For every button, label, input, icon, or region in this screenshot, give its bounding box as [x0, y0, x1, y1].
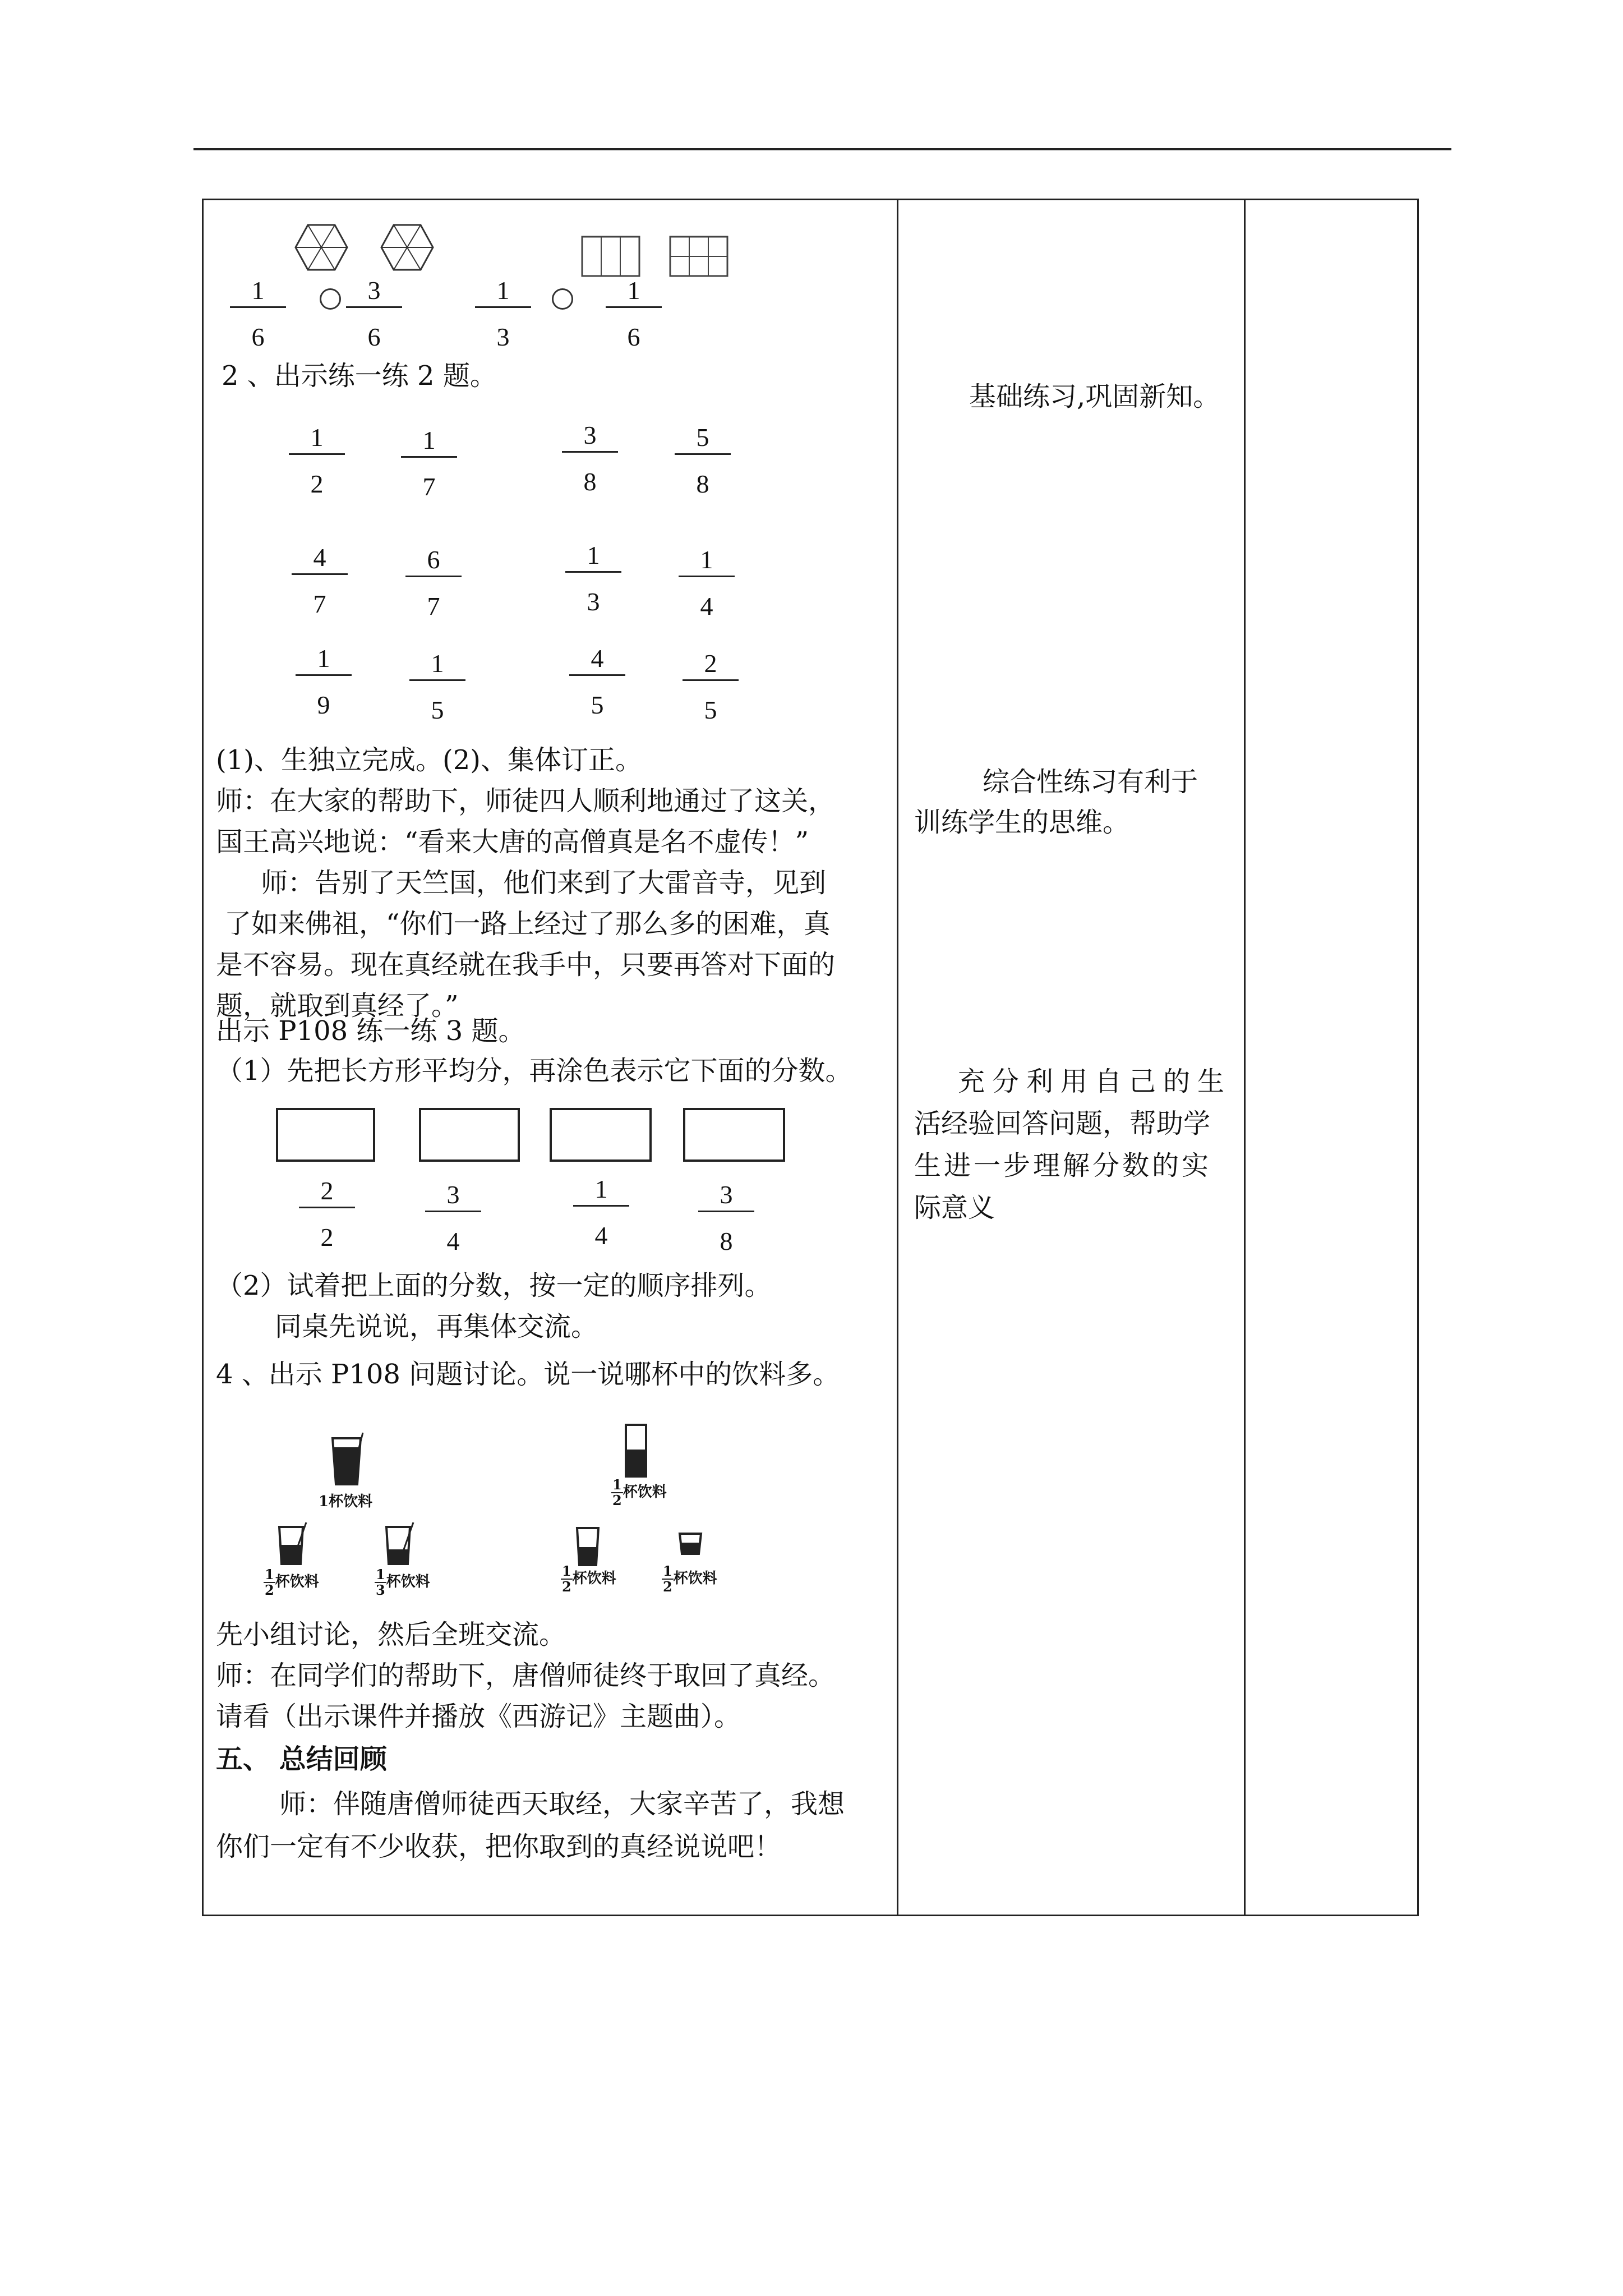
denominator: 8	[696, 470, 709, 498]
teaching-note: 生进一步理解分数的实	[914, 1150, 1212, 1181]
rectangle-sixths-figure	[669, 236, 728, 277]
label-text: 杯饮料	[275, 1573, 319, 1590]
denominator: 7	[313, 590, 326, 618]
rectangle-shape[interactable]	[419, 1108, 520, 1162]
denominator: 4	[594, 1221, 608, 1250]
denominator: 2	[320, 1223, 334, 1251]
column-divider	[1244, 200, 1246, 1915]
rectangle-shape[interactable]	[683, 1108, 785, 1162]
label-numerator: 1	[376, 1566, 385, 1582]
label-denominator: 2	[562, 1579, 571, 1595]
cup-label	[561, 1564, 616, 1594]
text-line: 是不容易。现在真经就在我手中，只要再答对下面的	[216, 949, 836, 981]
hexagon-figure	[380, 223, 434, 272]
numerator: 1	[594, 1175, 608, 1203]
fraction-bar	[296, 674, 352, 676]
text-line: 师：在同学们的帮助下，唐僧师徒终于取回了真经。	[216, 1660, 836, 1691]
label-denominator: 2	[663, 1579, 672, 1595]
denominator: 3	[496, 323, 510, 351]
cup-full-icon	[328, 1430, 367, 1487]
hexagon-figure	[294, 223, 348, 272]
label-denominator: 3	[376, 1582, 385, 1598]
fraction-bar	[475, 306, 531, 308]
label-numerator: 1	[663, 1563, 672, 1579]
denominator: 2	[310, 470, 324, 498]
fraction	[562, 540, 624, 616]
text-line: 师：告别了天竺国，他们来到了大雷音寺，见到	[261, 867, 827, 899]
numerator: 2	[704, 649, 717, 678]
numerator: 2	[320, 1176, 334, 1205]
rectangle-shape[interactable]	[276, 1108, 375, 1162]
cup-small-half-icon	[677, 1531, 704, 1556]
text-line: 师：在大家的帮助下，师徒四人顺利地通过了这关，	[216, 785, 836, 817]
text-line: 同桌先说说，再集体交流。	[275, 1311, 598, 1342]
header-rule	[193, 148, 1451, 150]
fraction-bar	[289, 453, 345, 455]
fraction-bar	[292, 573, 348, 575]
text-line: 请看（出示课件并播放《西游记》主题曲）。	[216, 1701, 741, 1732]
denominator: 8	[720, 1227, 733, 1255]
text-line: 师：伴随唐僧师徒西天取经，大家辛苦了，我想	[279, 1788, 845, 1820]
cup-tall-half-icon	[623, 1423, 651, 1479]
fraction-bar	[683, 679, 739, 681]
label-text: 杯饮料	[673, 1570, 717, 1587]
denominator: 5	[704, 696, 717, 724]
fraction-bar	[698, 1211, 754, 1212]
section-heading: 五、 总结回顾	[216, 1743, 387, 1775]
text-line: 先小组讨论，然后全班交流。	[216, 1619, 566, 1650]
cup-medium-half-icon	[574, 1526, 602, 1567]
fraction	[296, 1175, 358, 1252]
fraction	[289, 542, 351, 619]
denominator: 4	[700, 592, 713, 620]
numerator: 3	[720, 1180, 733, 1209]
numerator: 6	[427, 545, 440, 574]
numerator: 1	[317, 644, 330, 673]
numerator: 1	[310, 423, 324, 452]
fraction-bar	[409, 679, 465, 681]
fraction	[570, 1174, 632, 1250]
label-numerator: 1	[562, 1563, 571, 1579]
denominator: 8	[583, 467, 597, 496]
fraction	[566, 643, 628, 720]
fraction	[293, 643, 354, 720]
rectangle-shape[interactable]	[550, 1108, 652, 1162]
cup-label: 1杯饮料	[319, 1493, 373, 1510]
fraction-bar	[573, 1205, 629, 1207]
label-text: 杯饮料	[386, 1573, 430, 1590]
text-line: 4 、出示 P108 问题讨论。说一说哪杯中的饮料多。	[216, 1359, 840, 1390]
fraction	[695, 1179, 757, 1256]
numerator: 4	[591, 644, 604, 673]
step-2-title: 2 、出示练一练 2 题。	[222, 360, 497, 392]
teaching-note: 活经验回答问题，帮助学	[914, 1108, 1211, 1139]
fraction-bar	[562, 451, 618, 453]
text-line: 题，就取到真经了。”	[216, 990, 459, 1022]
numerator: 1	[431, 649, 444, 678]
denominator: 5	[431, 696, 444, 724]
teaching-note: 充分利用自己的生	[958, 1066, 1232, 1097]
fraction-bar	[401, 456, 457, 458]
denominator: 5	[591, 691, 604, 719]
fraction	[603, 275, 665, 352]
denominator: 6	[627, 323, 640, 351]
text-line: 出示 P108 练一练 3 题。	[216, 1015, 525, 1047]
denominator: 7	[427, 592, 440, 620]
cup-label	[264, 1567, 319, 1598]
fraction	[407, 648, 468, 725]
fraction	[559, 420, 621, 496]
text-line: 了如来佛祖，“你们一路上经过了那么多的困难，真	[224, 908, 831, 940]
fraction-bar	[565, 571, 621, 573]
denominator: 9	[317, 691, 330, 719]
numerator: 1	[700, 545, 713, 574]
fraction	[676, 544, 737, 621]
fraction	[403, 544, 464, 621]
column-divider	[897, 200, 898, 1915]
fraction-bar	[675, 453, 731, 455]
numerator: 3	[583, 421, 597, 449]
teaching-note: 训练学生的思维。	[914, 807, 1130, 838]
teaching-note: 际意义	[914, 1192, 995, 1223]
compare-circle[interactable]	[320, 288, 341, 310]
teaching-note: 基础练习,巩固新知。	[969, 381, 1220, 412]
rectangle-thirds-figure	[581, 236, 640, 277]
numerator: 1	[422, 426, 436, 454]
teaching-note: 综合性练习有利于	[983, 766, 1198, 798]
fraction-bar	[405, 576, 462, 577]
fraction	[227, 275, 289, 352]
numerator: 1	[627, 276, 640, 305]
numerator: 1	[587, 541, 600, 569]
denominator: 6	[251, 323, 265, 351]
text-line: 国王高兴地说：“看来大唐的高僧真是名不虚传！”	[216, 826, 809, 858]
label-text: 杯饮料	[572, 1570, 616, 1587]
fraction	[672, 422, 734, 499]
text-line: (1)、生独立完成。(2)、集体订正。	[216, 744, 642, 776]
label-denominator: 2	[265, 1582, 274, 1598]
fraction	[286, 422, 348, 499]
cup-label	[375, 1567, 430, 1598]
fraction-bar	[425, 1211, 481, 1212]
fraction-bar	[679, 576, 735, 577]
label-denominator: 2	[612, 1492, 622, 1508]
label-numerator: 1	[612, 1476, 622, 1493]
cup-half-icon	[276, 1521, 310, 1566]
fraction	[398, 425, 460, 501]
label-numerator: 1	[265, 1566, 274, 1582]
fraction-bar	[606, 306, 662, 308]
numerator: 3	[446, 1180, 460, 1209]
cup-label	[662, 1564, 717, 1594]
denominator: 4	[446, 1227, 460, 1255]
cup-label	[611, 1478, 667, 1508]
denominator: 3	[587, 587, 600, 616]
fraction	[680, 648, 741, 725]
text-line: （1）先把长方形平均分，再涂色表示它下面的分数。	[216, 1055, 852, 1087]
cup-third-icon	[383, 1521, 417, 1566]
label-text: 杯饮料	[623, 1484, 667, 1501]
fraction-bar	[230, 306, 286, 308]
compare-circle[interactable]	[552, 288, 573, 310]
fraction	[472, 275, 534, 352]
fraction-bar	[346, 306, 402, 308]
denominator: 7	[422, 472, 436, 501]
numerator: 5	[696, 423, 709, 452]
fraction-bar	[299, 1207, 355, 1208]
numerator: 1	[496, 276, 510, 305]
numerator: 3	[367, 276, 381, 305]
denominator: 6	[367, 323, 381, 351]
numerator: 1	[251, 276, 265, 305]
fraction-bar	[569, 674, 625, 676]
numerator: 4	[313, 543, 326, 572]
fraction	[422, 1179, 484, 1256]
text-line: （2）试着把上面的分数，按一定的顺序排列。	[216, 1270, 772, 1301]
text-line: 你们一定有不少收获，把你取到的真经说说吧！	[216, 1831, 782, 1862]
fraction	[343, 275, 405, 352]
